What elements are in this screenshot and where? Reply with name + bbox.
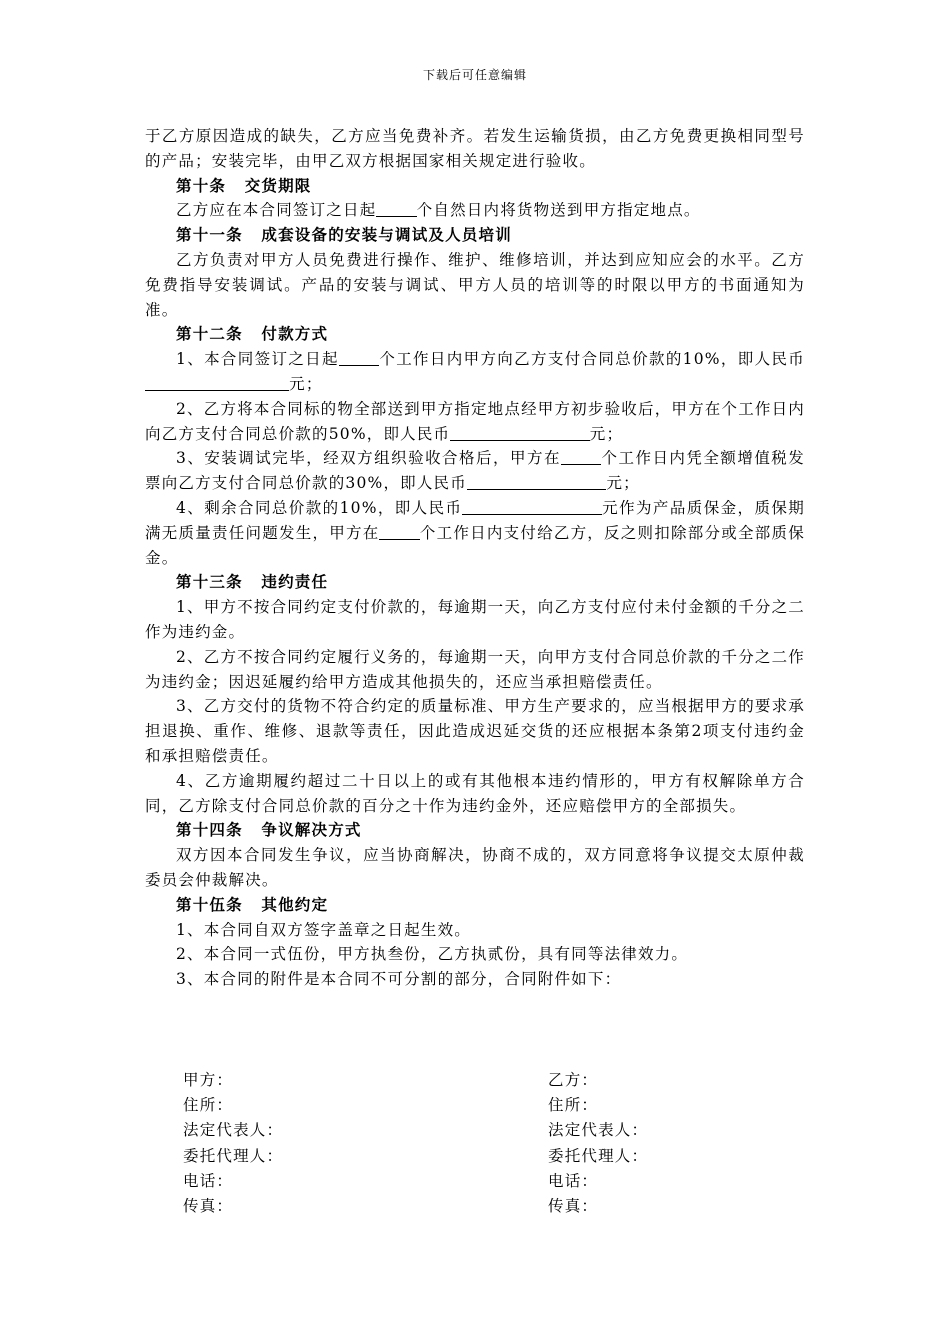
article-13-para-2: 2、乙方不按合同约定履行义务的，每逾期一天，向甲方支付合同总价款的千分之二作为违约金；因迟延履约给甲方造成其他损失的，还应当承担赔偿责任。: [145, 647, 805, 691]
party-a-field: 法定代表人：: [183, 1121, 284, 1140]
article-number: 第十伍条: [176, 894, 243, 914]
article-title: 争议解决方式: [261, 820, 362, 840]
party-a-field: 传真：: [183, 1197, 234, 1216]
article-12-para-3: [145, 446, 805, 496]
blank-line: [339, 349, 379, 366]
party-b-field: 委托代理人：: [548, 1146, 649, 1165]
article-number: 第十二条: [176, 324, 243, 344]
party-b-field: 电话：: [548, 1171, 599, 1190]
article-number: 第十四条: [176, 820, 243, 840]
article-11-para-1: 乙方负责对甲方人员免费进行操作、维护、维修培训，并达到应知应会的水平。乙方免费指导安装调试。产品的安装与调试、甲方人员的培训等的时限以甲方的书面通知为准。: [145, 250, 805, 319]
article-13-heading: [145, 570, 805, 595]
blank-line: [379, 522, 419, 539]
article-title: 其他约定: [261, 894, 329, 914]
text-run: 元；: [289, 374, 323, 393]
party-a-field: 电话：: [183, 1171, 234, 1190]
blank-line: [145, 374, 289, 391]
blank-line: [450, 423, 590, 440]
blank-line: [462, 498, 602, 515]
text-run: 个工作日内甲方向乙方支付合同总价款的10%，即人民币: [379, 350, 805, 369]
party-b-field: 乙方：: [548, 1071, 599, 1089]
blank-line: [376, 200, 416, 217]
blank-line: [561, 448, 601, 465]
text-run: 元；: [589, 424, 624, 443]
article-12-para-4: [145, 496, 805, 570]
article-number: 第十条: [176, 175, 227, 195]
article-12-para-2: [145, 397, 805, 447]
party-a-field: 住所：: [183, 1096, 234, 1115]
party-a-field: 委托代理人：: [183, 1146, 284, 1165]
article-11-heading: [145, 223, 805, 248]
party-b-field: 法定代表人：: [548, 1121, 649, 1140]
article-10-para-1: [145, 198, 805, 223]
page-header: 下载后可任意编辑: [422, 68, 527, 82]
party-b-field: 住所：: [548, 1096, 599, 1115]
article-13-para-3: 3、乙方交付的货物不符合约定的质量标准、甲方生产要求的，应当根据甲方的要求承担退换、重作、维修、退款等责任，因此造成迟延交货的还应根据本条第2项支付违约金和承担赔偿责任。: [145, 697, 805, 765]
article-title: 违约责任: [261, 572, 329, 592]
article-13-para-1: 1、甲方不按合同约定支付价款的，每逾期一天，向乙方支付应付未付金额的千分之二作为违约金。: [145, 598, 805, 641]
party-a-field: 甲方：: [183, 1071, 234, 1089]
article-number: 第十一条: [176, 225, 243, 245]
article-10-heading: [145, 174, 805, 199]
text-run: 1、本合同签订之日起: [176, 350, 339, 369]
article-15-para-3: 3、本合同的附件是本合同不可分割的部分，合同附件如下：: [176, 970, 622, 989]
blank-line: [467, 473, 607, 490]
article-15-para-2: 2、本合同一式伍份，甲方执叁份，乙方执贰份，具有同等法律效力。: [176, 945, 689, 964]
text-run: 乙方应在本合同签订之日起: [176, 201, 377, 220]
article-14-para-1: 双方因本合同发生争议，应当协商解决，协商不成的，双方同意将争议提交太原仲裁委员会仲裁解决。: [145, 846, 805, 889]
text-run: 4、剩余合同总价款的10%，即人民币: [176, 498, 463, 517]
text-run: 3、安装调试完毕，经双方组织验收合格后，甲方在: [176, 449, 561, 468]
article-title: 交货期限: [244, 175, 312, 195]
article-15-heading: [145, 893, 805, 918]
article-13-para-4: 4、乙方逾期履约超过二十日以上的或有其他根本违约情形的，甲方有权解除单方合同，乙方除支付合同总价款的百分之十作为违约金外，还应赔偿甲方的全部损失。: [145, 771, 805, 815]
article-title: 付款方式: [261, 324, 329, 344]
text-run: 个工作日内凭全额增值税发票向乙方支付合同总价款的30%，即人民币: [145, 449, 805, 493]
article-12-para-1: [145, 347, 805, 397]
party-b-field: 传真：: [548, 1197, 599, 1216]
article-15-para-1: 1、本合同自双方签字盖章之日起生效。: [176, 920, 471, 939]
article-14-heading: [145, 818, 805, 843]
text-run: 个自然日内将货物送到甲方指定地点。: [416, 201, 701, 220]
continued-paragraph: 于乙方原因造成的缺失，乙方应当免费补齐。若发生运输货损，由乙方免费更换相同型号的产品；安装完毕，由甲乙双方根据国家相关规定进行验收。: [145, 127, 805, 170]
contract-body: [145, 124, 805, 992]
party-a-column: [183, 1068, 283, 1219]
article-number: 第十三条: [176, 572, 243, 592]
text-run: 元；: [606, 474, 640, 493]
article-title: 成套设备的安装与调试及人员培训: [261, 225, 512, 245]
text-run: 个工作日内支付给乙方，反之则扣除部分或全部质保金。: [145, 523, 805, 567]
article-12-heading: [145, 322, 805, 347]
party-b-column: [548, 1068, 648, 1219]
text-run: 2、乙方将本合同标的物全部送到甲方指定地点经甲方初步验收后，甲方在个工作日内向乙方支付合同总价款的50%，即人民币: [145, 399, 805, 443]
text-run: 元作为产品质保金，质保期满无质量责任问题发生，甲方在: [145, 498, 805, 542]
